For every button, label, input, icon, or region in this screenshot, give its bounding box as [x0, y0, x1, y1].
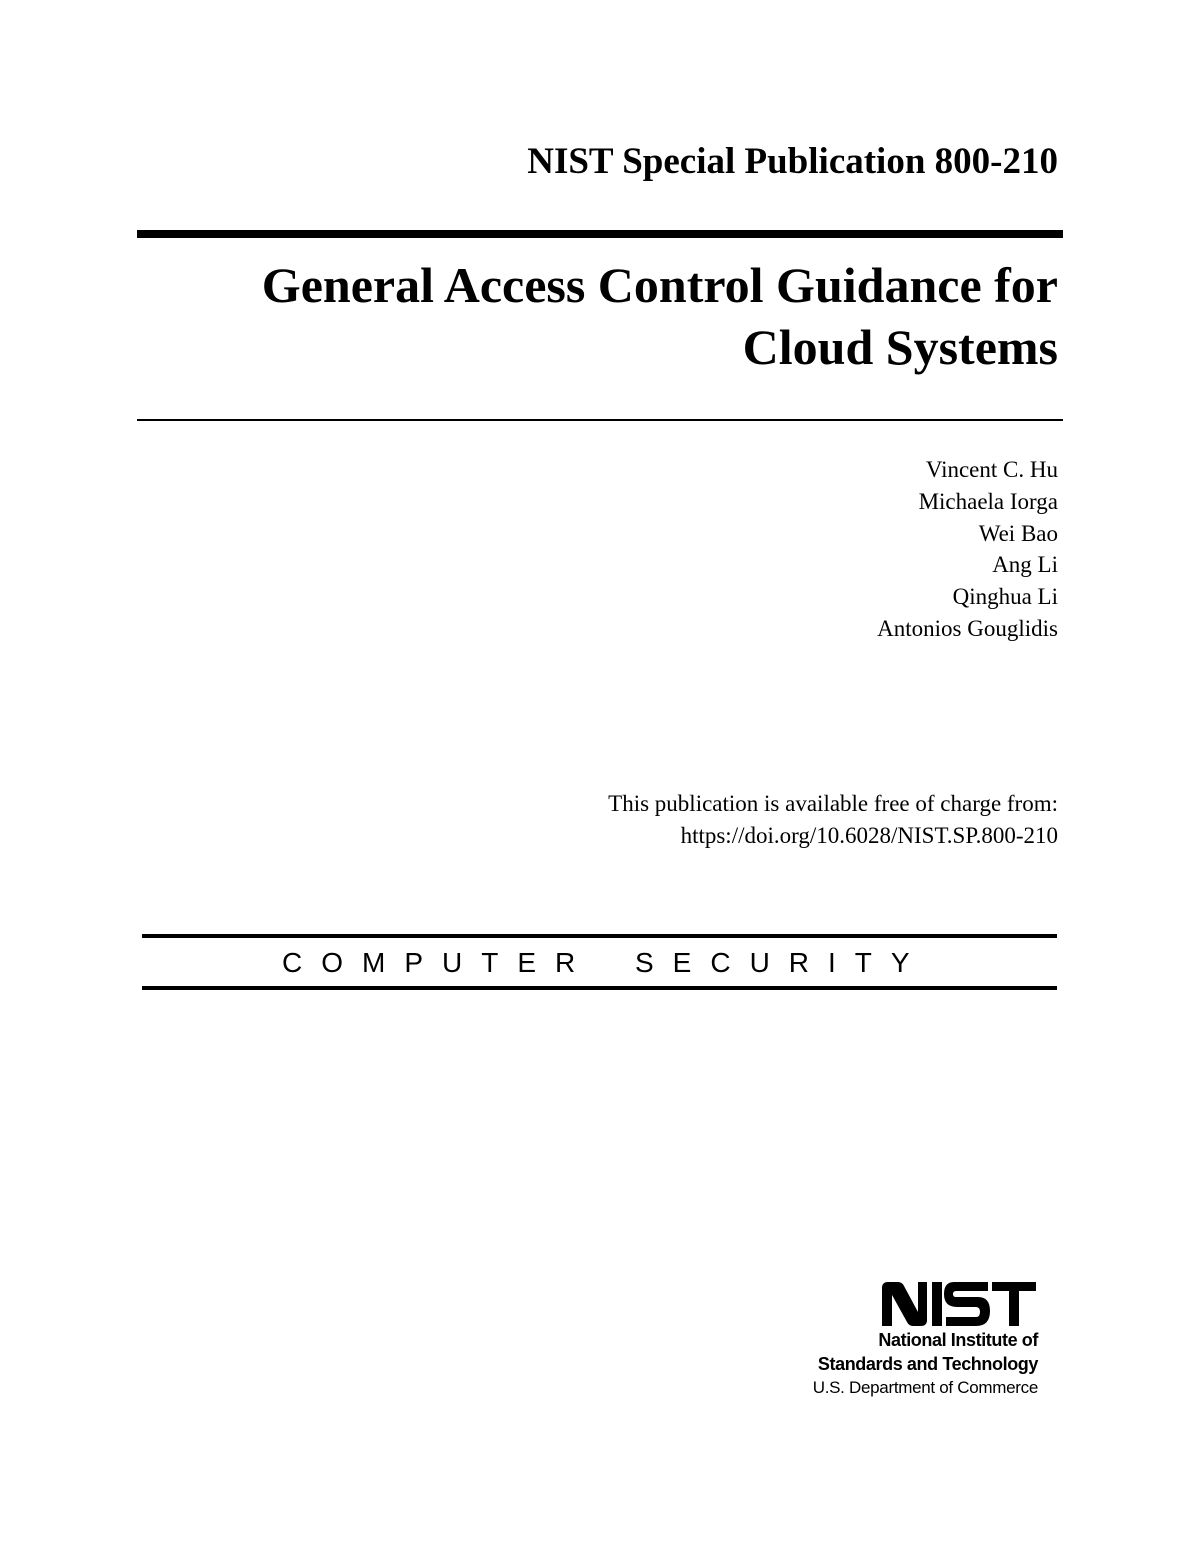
author-name: Antonios Gouglidis — [877, 615, 1058, 641]
nist-logo — [768, 1280, 1038, 1400]
availability-block — [608, 788, 1058, 852]
document-title — [158, 254, 1058, 378]
banner-top-rule — [142, 934, 1057, 938]
author-name: Ang Li — [992, 552, 1058, 578]
author-name: Michaela Iorga — [918, 488, 1058, 514]
author-list — [877, 454, 1058, 645]
title-bottom-rule — [137, 419, 1063, 421]
category-banner: COMPUTER SECURITY — [282, 947, 929, 978]
author-name: Qinghua Li — [952, 584, 1058, 610]
nist-logo-line: National Institute of — [878, 1330, 1038, 1350]
document-title-line: General Access Control Guidance for — [261, 257, 1058, 313]
document-title-line: Cloud Systems — [742, 319, 1058, 375]
author-name: Vincent C. Hu — [925, 457, 1058, 482]
author-name: Wei Bao — [978, 520, 1058, 546]
banner-bottom-rule — [142, 986, 1057, 990]
nist-logo-line: Standards and Technology — [817, 1354, 1038, 1374]
title-top-rule — [137, 230, 1063, 238]
nist-logo-icon — [880, 1280, 1038, 1326]
publication-series: NIST Special Publication 800-210 — [527, 141, 1058, 182]
nist-logo-line: U.S. Department of Commerce — [812, 1378, 1038, 1397]
availability-note: This publication is available free of charge from: — [608, 791, 1058, 816]
doi-link[interactable]: https://doi.org/10.6028/NIST.SP.800-210 — [680, 823, 1058, 848]
